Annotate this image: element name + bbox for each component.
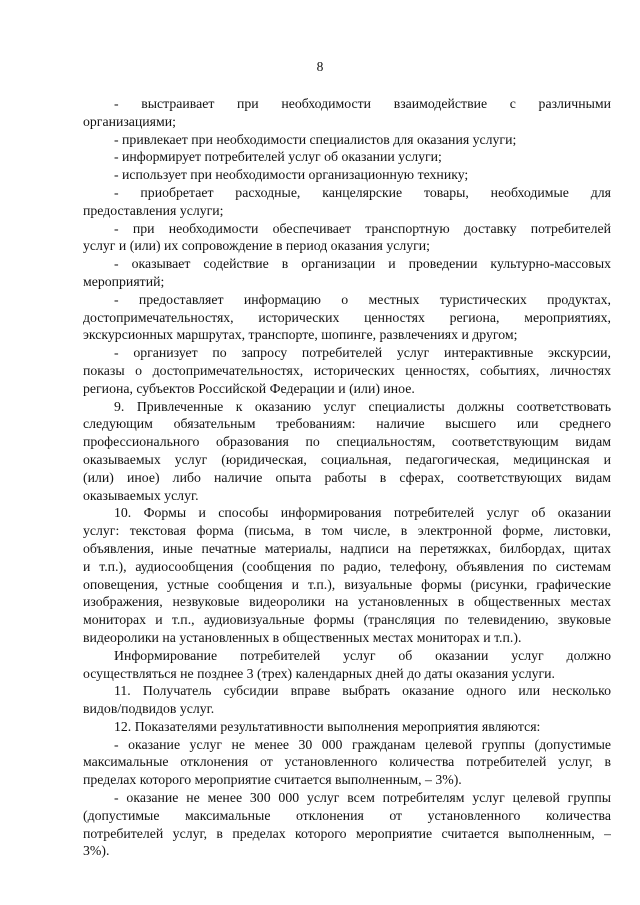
text-line: и т.п.), аудиосообщения (сообщения по радио, телефону, объявления по системам xyxy=(83,558,611,574)
text-line: организациями; xyxy=(83,113,176,129)
text-line: 9. Привлеченные к оказанию услуг специалисты должны соответствовать xyxy=(114,398,611,414)
text-line: - оказание услуг не менее 30 000 гражданам целевой группы (допустимые xyxy=(114,736,611,752)
document-body xyxy=(83,95,611,860)
text-line: видов/подвидов услуг. xyxy=(83,701,215,717)
page-number: 8 xyxy=(316,59,324,74)
text-line: пределах которого мероприятие считается выполненным, – 3%). xyxy=(83,772,462,788)
text-line: (допустимые максимальные отклонения от установленного количества xyxy=(83,807,611,823)
text-line: следующим обязательным требованиям: наличие высшего или среднего xyxy=(83,416,611,432)
text-line: объявления, иные печатные материалы, надписи на перетяжках, билбордах, щитах xyxy=(83,540,611,556)
text-line: осуществляться не позднее 3 (трех) календарных дней до даты оказания услуги. xyxy=(83,665,555,681)
text-line: - при необходимости обеспечивает транспортную доставку потребителей xyxy=(114,220,611,236)
text-line: 11. Получатель субсидии вправе выбрать оказание одного или несколько xyxy=(114,683,611,699)
text-line: оказываемых услуг. xyxy=(83,487,199,503)
text-line: показы о достопримечательностях, исторических ценностях, событиях, личностях xyxy=(83,362,611,378)
text-line: мониторах и т.п., аудиовизуальные формы (трансляция по телевидению, звуковые xyxy=(83,612,611,628)
text-line: - оказывает содействие в организации и проведении культурно-массовых xyxy=(114,256,611,272)
text-line: (или) иное) либо наличие опыта работы в сферах, соответствующих видам xyxy=(83,469,611,485)
text-line: услуг: текстовая форма (письма, в том числе, в электронной форме, листовки, xyxy=(83,523,611,539)
text-line: потребителей услуг, в пределах которого мероприятие считается выполненным, – xyxy=(83,825,611,841)
text-line: 10. Формы и способы информирования потребителей услуг об оказании xyxy=(114,505,611,521)
text-line: предоставления услуги; xyxy=(83,202,224,218)
text-line: - оказание не менее 300 000 услуг всем потребителям услуг целевой группы xyxy=(114,790,611,806)
text-line: достопримечательностях, исторических ценностях региона, мероприятиях, xyxy=(83,309,611,325)
text-line: изображения, незвуковые видеоролики на установленных в общественных местах xyxy=(83,594,611,610)
text-line: - организует по запросу потребителей услуг интерактивные экскурсии, xyxy=(114,345,611,361)
text-line: максимальные отклонения от установленного количества потребителей услуг, в xyxy=(83,754,611,770)
text-line: региона, субъектов Российской Федерации и (или) иное. xyxy=(83,380,415,396)
text-line: видеоролики на установленных в общественных местах мониторах и т.п.). xyxy=(83,629,522,645)
text-line: экскурсионных маршрутах, транспорте, шопинге, развлечениях и другом; xyxy=(83,327,518,343)
text-line: услуг и (или) их сопровождение в период оказания услуги; xyxy=(83,238,431,254)
text-line: - использует при необходимости организационную технику; xyxy=(114,167,469,183)
text-line: - приобретает расходные, канцелярские товары, необходимые для xyxy=(114,184,611,200)
text-line: - выстраивает при необходимости взаимодействие с различными xyxy=(114,96,611,111)
text-line: - информирует потребителей услуг об оказании услуги; xyxy=(114,149,442,165)
text-line: Информирование потребителей услуг об оказании услуг должно xyxy=(114,647,611,663)
text-line: оказываемых услуг (юридическая, социальная, педагогическая, медицинская и xyxy=(83,451,611,467)
text-line: 3%). xyxy=(83,843,110,859)
text-line: оповещения, устные сообщения и т.п.), визуальные формы (рисунки, графические xyxy=(83,576,611,592)
text-line: мероприятий; xyxy=(83,273,165,289)
text-line: - предоставляет информацию о местных туристических продуктах, xyxy=(114,291,611,307)
text-line: - привлекает при необходимости специалистов для оказания услуги; xyxy=(114,131,517,147)
text-line: профессионального образования по специальностям, соответствующим видам xyxy=(83,434,611,450)
text-line: 12. Показателями результативности выполнения мероприятия являются: xyxy=(114,718,541,734)
